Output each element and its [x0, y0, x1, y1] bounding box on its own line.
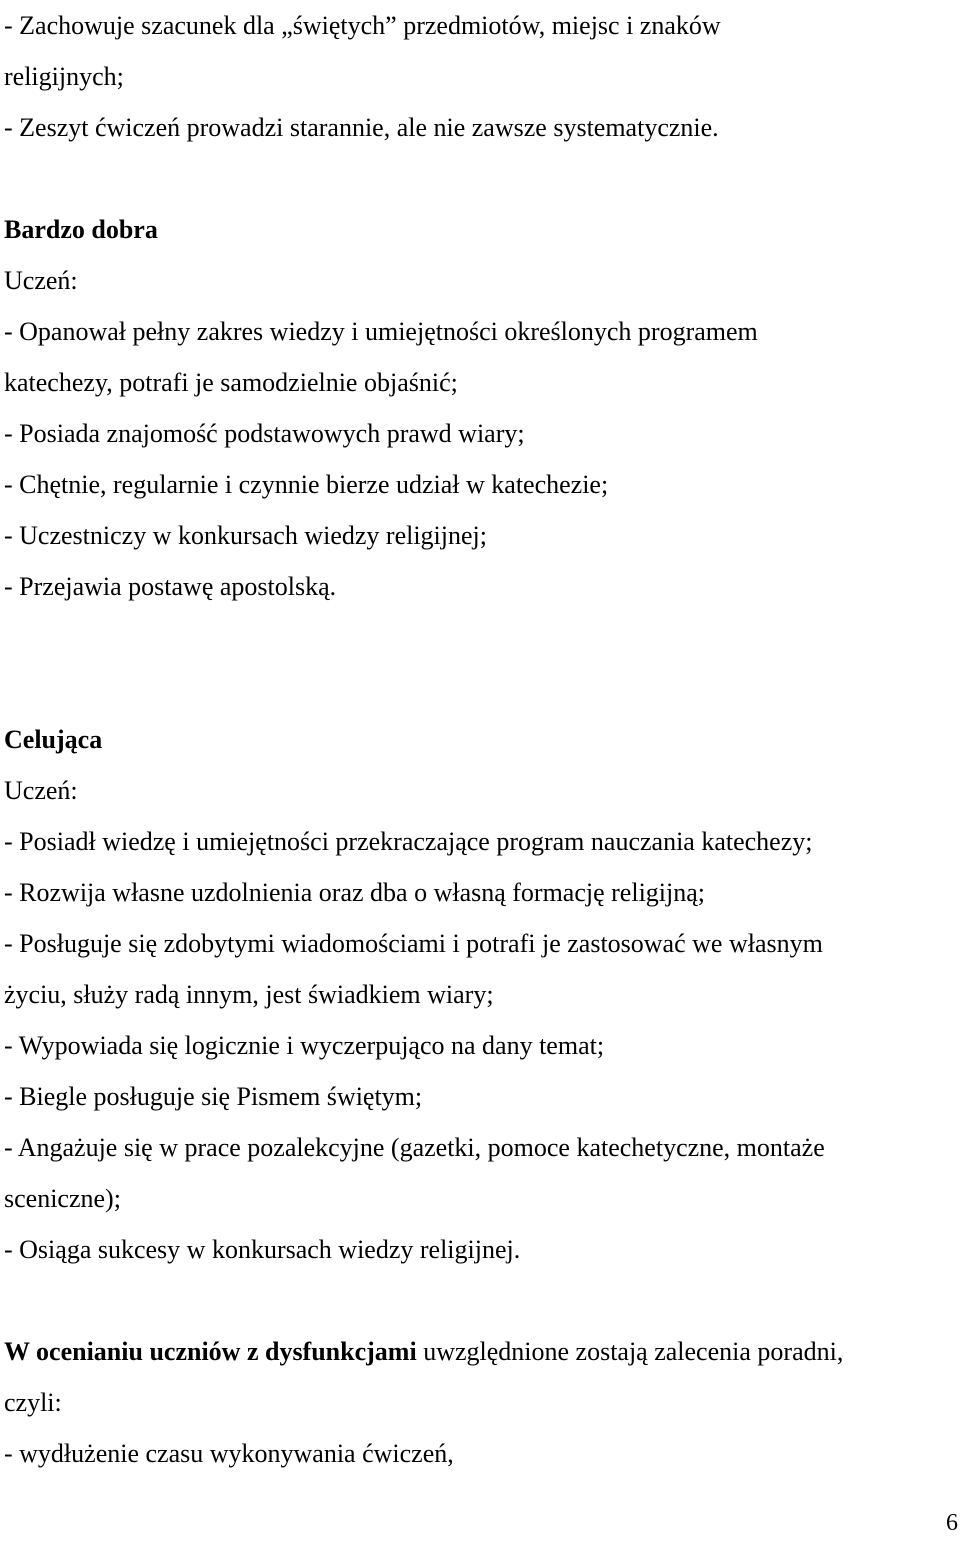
dysfunkcje-rest: uwzględnione zostają zalecenia poradni, — [416, 1337, 844, 1366]
dysfunkcje-section — [4, 1326, 960, 1479]
section-heading-celujaca: Celująca — [4, 725, 103, 754]
dysfunkcje-intro-line — [4, 1326, 960, 1377]
criteria-line: - Posiada znajomość podstawowych prawd wiary; — [4, 419, 525, 448]
dysfunkcje-item: - wydłużenie czasu wykonywania ćwiczeń, — [4, 1439, 454, 1468]
intro-section — [4, 0, 960, 153]
criteria-line: - Uczestniczy w konkursach wiedzy religijnej; — [4, 521, 487, 550]
subject-label: Uczeń: — [4, 776, 78, 805]
criteria-line: życiu, służy radą innym, jest świadkiem wiary; — [4, 980, 494, 1009]
dysfunkcje-bold-lead: W ocenianiu uczniów z dysfunkcjami — [4, 1337, 417, 1366]
criteria-line: - Osiąga sukcesy w konkursach wiedzy religijnej. — [4, 1235, 521, 1264]
criteria-line: sceniczne); — [4, 1184, 121, 1213]
section-spacer — [4, 153, 960, 204]
criteria-line: - Posiadł wiedzę i umiejętności przekraczające program nauczania katechezy; — [4, 827, 813, 856]
criteria-line: katechezy, potrafi je samodzielnie objaśnić; — [4, 368, 458, 397]
criteria-line: - Posługuje się zdobytymi wiadomościami i potrafi je zastosować we własnym — [4, 929, 823, 958]
page-number: 6 — [946, 1510, 958, 1536]
intro-line: - Zeszyt ćwiczeń prowadzi starannie, ale nie zawsze systematycznie. — [4, 113, 719, 142]
bardzo-dobra-section — [4, 204, 960, 612]
criteria-line: - Wypowiada się logicznie i wyczerpująco na dany temat; — [4, 1031, 605, 1060]
celujaca-section — [4, 714, 960, 1275]
section-heading-bardzo-dobra: Bardzo dobra — [4, 215, 158, 244]
criteria-line: - Biegle posługuje się Pismem świętym; — [4, 1082, 423, 1111]
criteria-line: - Angażuje się w prace pozalekcyjne (gazetki, pomoce katechetyczne, montaże — [4, 1133, 825, 1162]
criteria-line: - Rozwija własne uzdolnienia oraz dba o własną formację religijną; — [4, 878, 706, 907]
criteria-line: - Przejawia postawę apostolską. — [4, 572, 337, 601]
section-spacer — [4, 612, 960, 714]
subject-label: Uczeń: — [4, 266, 78, 295]
intro-line: religijnych; — [4, 62, 124, 91]
criteria-line: - Chętnie, regularnie i czynnie bierze udział w katechezie; — [4, 470, 609, 499]
document-page — [4, 0, 960, 1479]
intro-line: - Zachowuje szacunek dla „świętych” przedmiotów, miejsc i znaków — [4, 11, 721, 40]
section-spacer — [4, 1275, 960, 1326]
criteria-line: - Opanował pełny zakres wiedzy i umiejętności określonych programem — [4, 317, 758, 346]
dysfunkcje-continuation: czyli: — [4, 1388, 62, 1417]
